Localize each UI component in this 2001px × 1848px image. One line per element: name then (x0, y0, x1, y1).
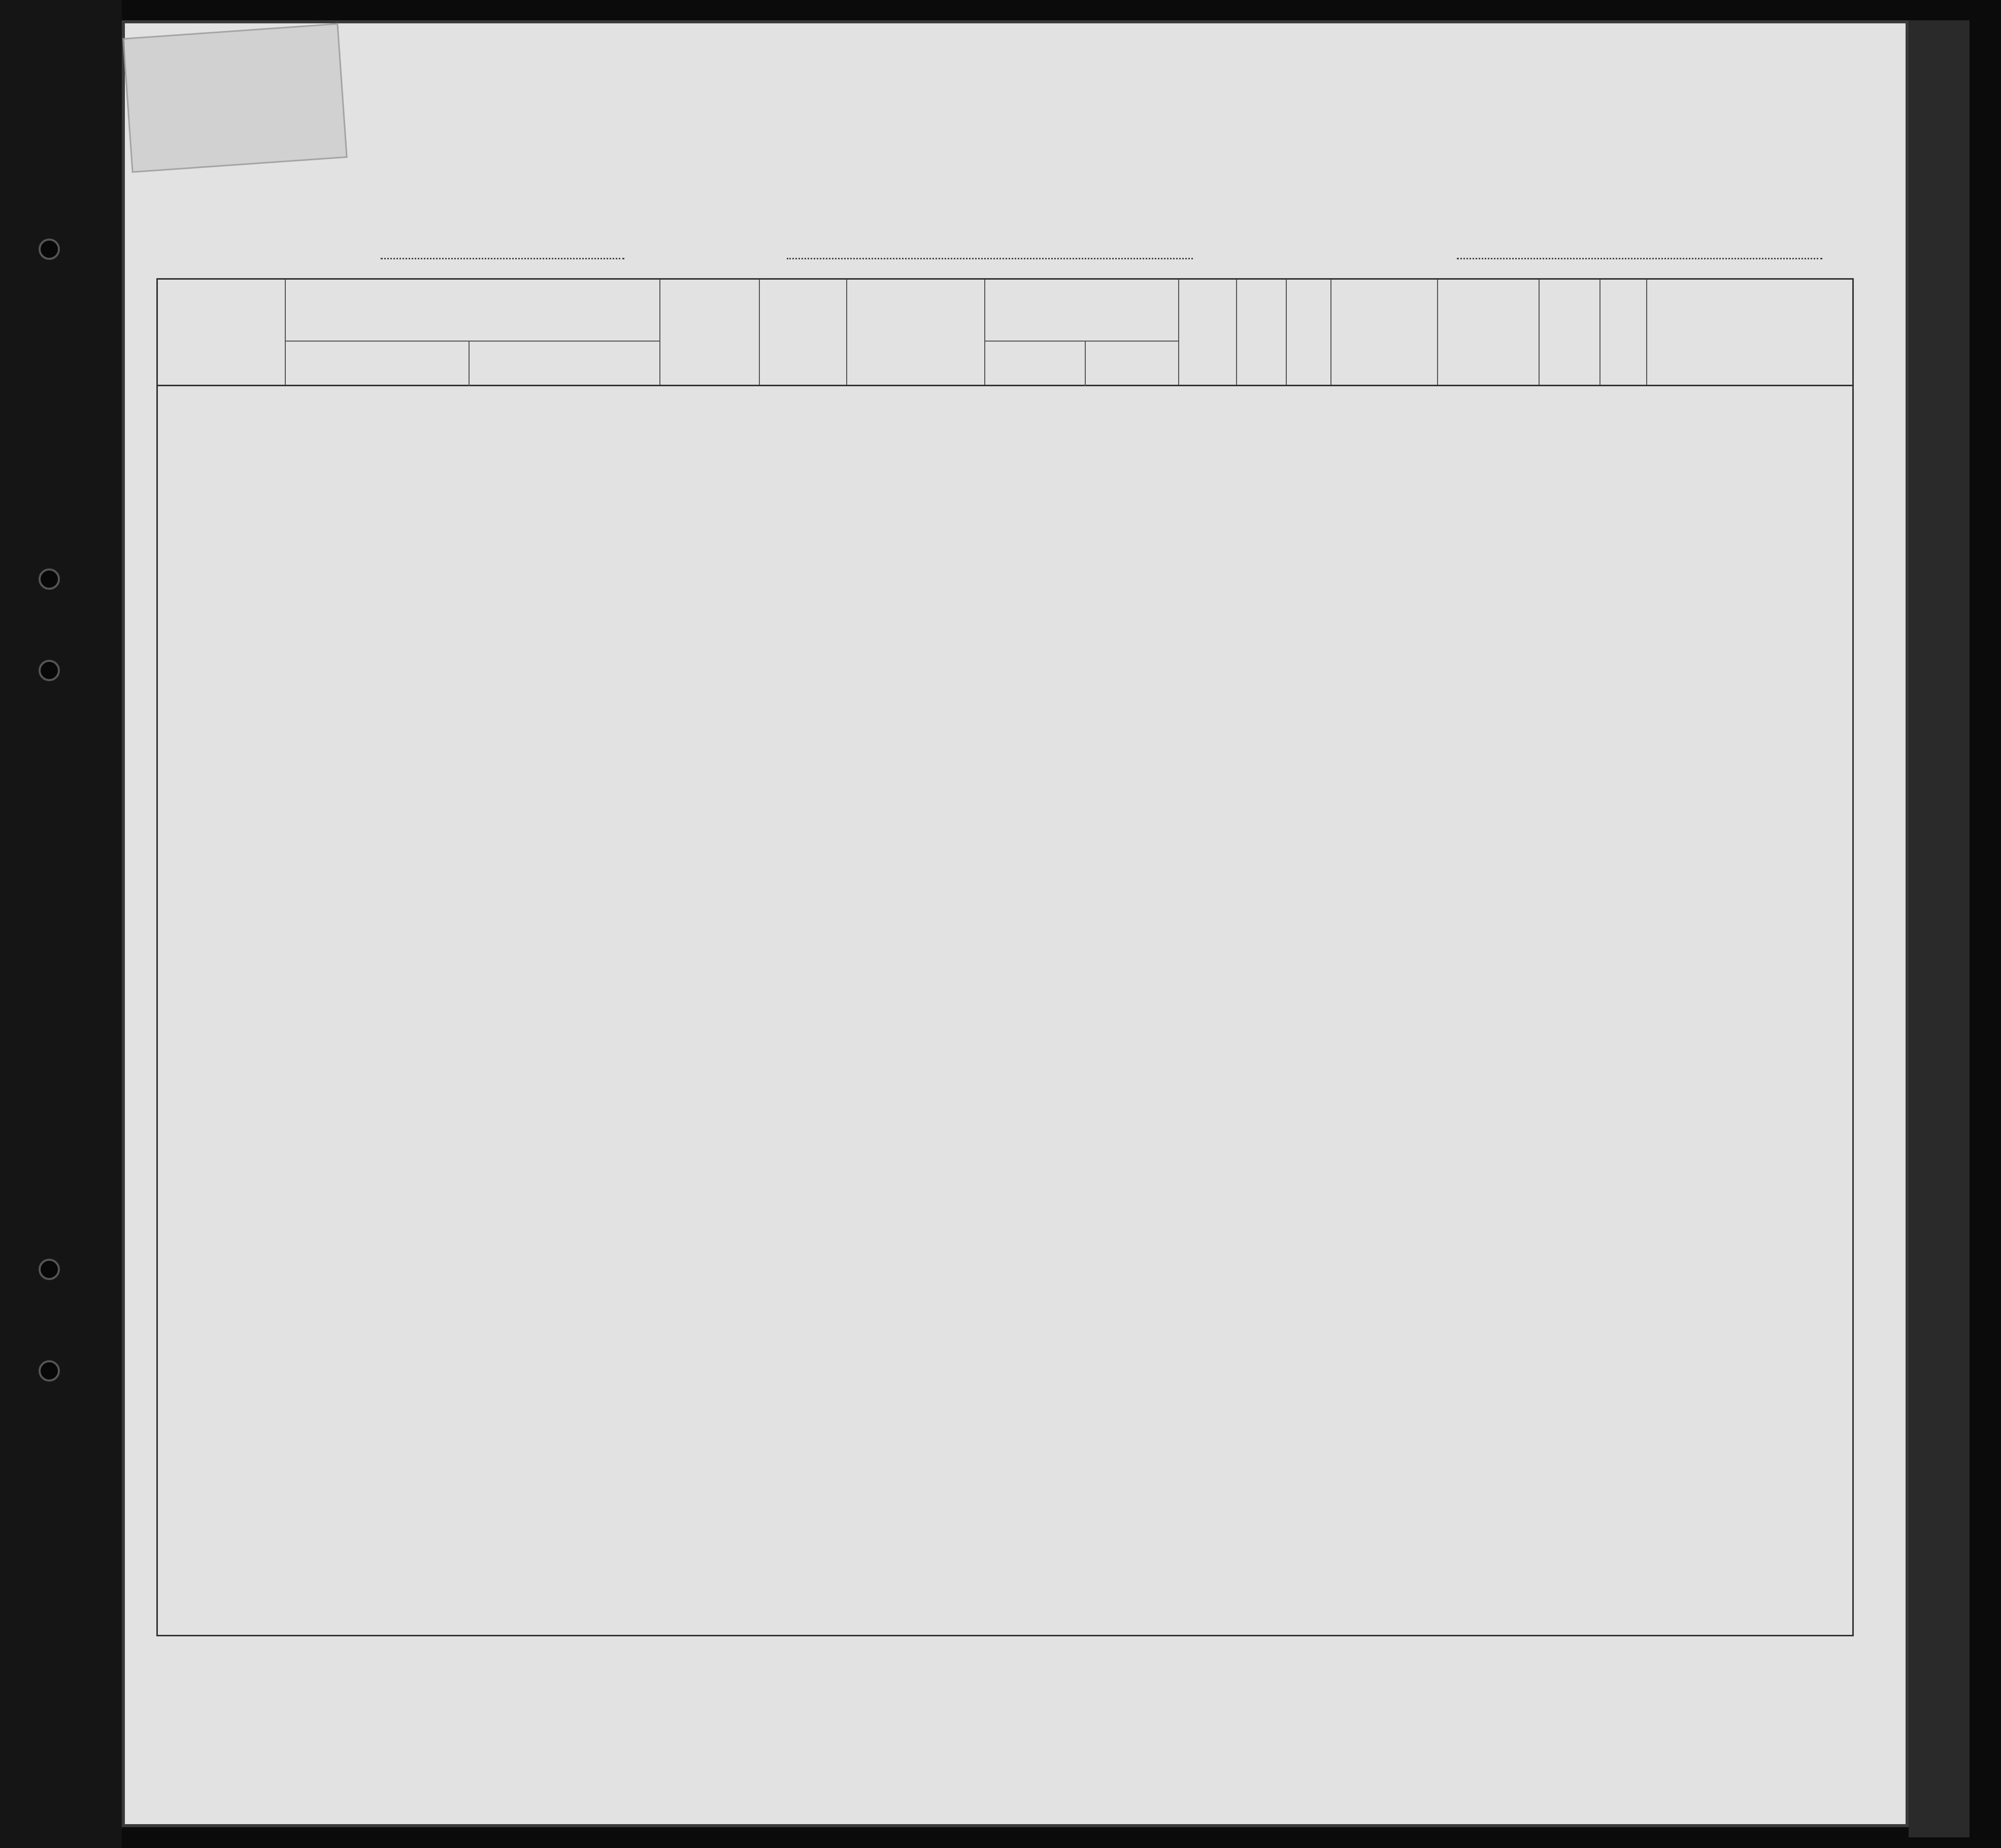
column-divider (1330, 280, 1331, 385)
column-divider (984, 280, 985, 385)
dotted-line (1457, 258, 1822, 259)
column-divider (1437, 280, 1438, 385)
column-divider (1178, 280, 1179, 385)
dotted-line (787, 258, 1193, 259)
crew-table (156, 278, 1854, 1636)
column-divider (1599, 280, 1600, 385)
column-divider (1646, 280, 1647, 385)
torn-tape (122, 23, 348, 173)
column-divider (846, 280, 847, 385)
header-rule (984, 341, 1178, 342)
punch-hole (39, 568, 60, 590)
punch-hole (39, 1360, 60, 1382)
column-divider (659, 280, 660, 385)
header-rule (285, 341, 659, 342)
column-divider (759, 280, 760, 385)
vessel-line (305, 232, 1838, 263)
column-divider (285, 280, 286, 385)
column-divider (469, 341, 470, 386)
manifest-footer (156, 1636, 1854, 1804)
column-divider (1286, 280, 1287, 385)
page-edge (1909, 20, 1970, 1837)
sheet-number (1726, 90, 1741, 110)
punch-hole (39, 1259, 60, 1280)
punch-hole (39, 239, 60, 260)
column-divider (1236, 280, 1237, 385)
dotted-line (381, 258, 624, 259)
column-divider (1539, 280, 1540, 385)
column-divider (1085, 341, 1086, 386)
table-header (158, 280, 1852, 386)
punch-hole (39, 660, 60, 681)
binding-edge (0, 0, 122, 1848)
